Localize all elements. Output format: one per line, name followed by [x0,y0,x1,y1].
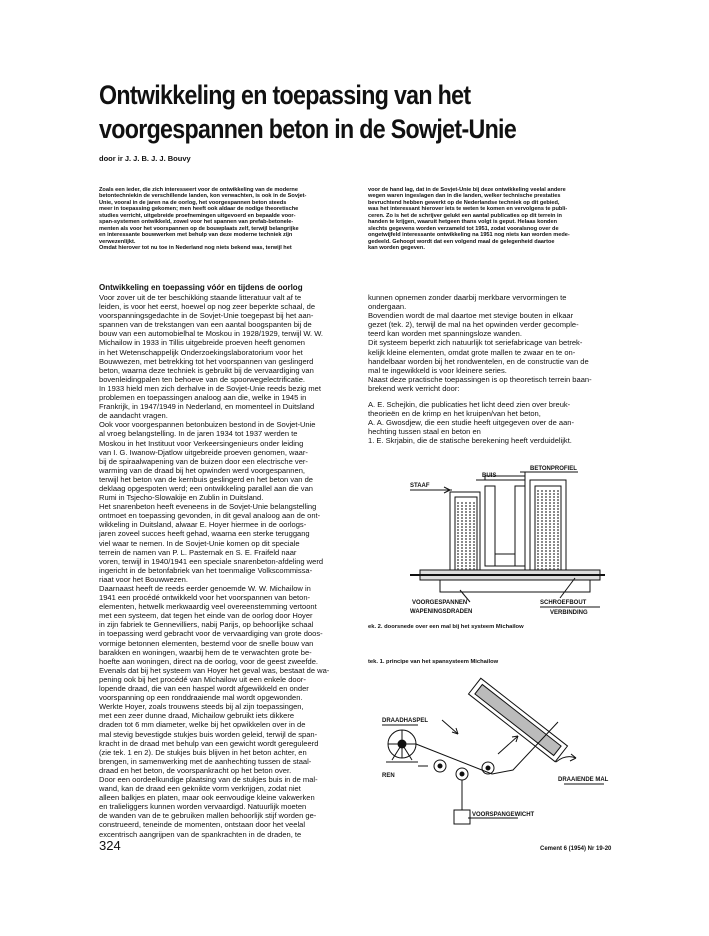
text-line: gezet (tek. 2), terwijl de mal na het opwinden verder gecomple- [368,320,579,330]
text-line: pening ook bij het procédé van Michailow uit een enkele door- [99,674,306,684]
text-line: meer in toepassing gekomen; men heeft ook aldaar de nodige theoretische [99,206,299,213]
text-line: elementen, hetwelk merkwaardig veel overeenstemming vertoont [99,602,317,612]
body-right-column-part-2 [368,375,611,393]
text-line: in toepassing werd gebracht voor de vervaardiging van grote doos- [99,629,323,639]
text-line: voor de hand lag, dat in de Sovjet-Unie bij deze ontwikkeling veelal andere [368,187,566,193]
text-line: Werkte Hoyer, zoals trouwens steeds bij al zijn toepassingen, [99,702,304,712]
text-line: in het Wetenschappelijk Onderzoekingslaboratorium voor het [99,347,303,357]
text-line: beton, waarna deze techniek is gebruikt bij de vervaardiging van [99,365,314,375]
text-line: barakken en woningen, waarbij hem de te verwachten grote be- [99,647,312,657]
text-line: al vroeg belangstelling. In de jaren 1934 tot 1937 werden te [99,429,298,439]
body-right-column-part-3 [368,400,611,445]
title-line-2: voorgespannen beton in de Sowjet-Unie [99,114,517,144]
body-right-column-part-1 [368,293,611,375]
text-line: Rumi in Tsjecho-Slowakije en Zublin in Duitsland. [99,493,264,503]
text-line: betontechniekin de verschillende landen, kon verwachten, is ook in de Sovjet- [99,193,307,200]
text-line: Omdat hierover tot nu toe in Nederland nog niets bekend was, terwijl het [99,245,292,252]
text-line: voorspanningsgedachte in de Sovjet-Unie toegepast bij het aan- [99,311,314,321]
text-line: Voor zover uit de ter beschikking staande litteratuur valt af te [99,293,302,302]
figure-2-caption: ek. 2. doorsnede over een mal bij het systeem Michailow [368,624,524,630]
text-line: riaat voor het Bouwwezen. [99,574,188,584]
text-line: ceren. Zo is het de schrijver gelukt een aantal publicaties op dit terrein in [368,212,562,219]
text-line: Bouwwezen, met betrekking tot het voorspannen van geslingerd [99,356,314,366]
text-line: voorspanning op een ronddraaiende mal wordt opgewonden. [99,693,303,703]
text-line: (zie tek. 1 en 2). De stukjes buis blijven in het beton achter, en [99,747,307,757]
label-wapeningsdraden: WAPENINGSDRADEN [410,609,473,615]
text-line: brekend werk verricht door: [368,384,460,394]
body-left-column [99,293,356,839]
text-line: handelbaar worden bij het rondwentelen, en de constructie van de [368,356,589,366]
text-line: ongetwijfeld interessante ontwikkeling na 1951 nog niets kan worden mede- [368,232,570,239]
label-voorgespannen: VOORGESPANNEN [412,600,468,606]
text-line: ontmoet en toepassing gevonden, in dit geval analoog aan de ont- [99,511,321,521]
title-line-1: Ontwikkeling en toepassing van het [99,80,471,110]
text-line: bevruchtend hebben gewerkt op de Nederlandse techniek op dit gebied, [368,199,560,206]
text-line: en tralieliggers kunnen worden vervaardigd. Natuurlijk moeten [99,802,307,812]
text-line: construeerd, teneinde de momenten, ontstaan door het veelal [99,820,305,830]
text-line: bouw van een automobielhal te Moskou in 1928/1929, terwijl W. W. [99,329,324,339]
text-line: Dit systeem beperkt zich natuurlijk tot seriefabricage van betrek- [368,338,583,348]
text-line: handen te krijgen, waaruit hetgeen thans volgt is geput. Helaas konden [368,219,557,226]
journal-reference: Cement 6 (1954) Nr 19-20 [540,846,612,852]
text-line: draad en het beton, de voorspankracht op het beton over. [99,765,292,775]
text-line: A. A. Gwosdjew, die een studie heeft uitgegeven over de aan- [368,418,574,428]
text-line: spannen van de trekstangen van een aantal boogspanten bij de [99,320,312,330]
text-line: menten als voor het voorspannen op de bouwplaats zelf, terwijl belangrijke [99,225,299,232]
text-line: mal stevig bevestigde stukjes buis worden geleid, terwijl de span- [99,729,318,739]
text-line: teerd kan worden met spanningsloze wanden. [368,329,522,339]
text-line: jaren zoveel succes heeft gehad, waarna een sterke teruggang [99,529,310,539]
label-buis: BUIS [482,473,497,479]
text-line: wegen waren ingeslagen dan in die landen, welker technische prestaties [368,193,561,200]
text-line: Naast deze practische toepassingen is op theoretisch terrein baan- [368,375,592,384]
page-number: 324 [99,838,121,853]
section-heading: Ontwikkeling en toepassing vóór en tijdens de oorlog [99,283,303,292]
text-line: en interessante bouwwerken met behulp van deze moderne techniek zijn [99,232,293,239]
text-line: problemen en toepassingen analoog aan die, welke in 1945 in [99,393,307,403]
text-line: van I. G. Iwanow-Djatlow uitgebreide proeven genomen, waar- [99,447,308,457]
text-line: bovenleidingpalen ten behoeve van de spoorwegelectrificatie. [99,374,306,384]
label-voorspangewicht: VOORSPANGEWICHT [472,812,535,818]
text-line: slechts gegevens worden verzameld tot 1951, zodat vooralsnog over de [368,225,559,232]
text-line: alleen balkjes en platen, maar ook eenvoudige kleine vakwerken [99,793,315,803]
text-line: voren, terwijl in 1940/1941 een speciale snarenbeton-afdeling werd [99,556,324,566]
label-staaf: STAAF [410,483,430,489]
text-line: studies verricht, uitgebreide proefnemingen uitgevoerd en bepaalde voor- [99,212,296,219]
text-line: kelijk kleine elementen, omdat grote mallen te zwaar en te on- [368,347,576,357]
text-line: verwezenlijkt. [99,238,136,245]
text-line: brengen, in samenwerking met de aanhechting tussen de staal- [99,756,312,766]
text-line: span-systemen ontwikkeld, zowel voor het spannen van prefab-betonele- [99,219,294,226]
text-line: kan worden gegeven. [368,245,425,252]
text-line: wand, kan de draad een geknikte vorm verkrijgen, zodat niet [99,784,301,794]
figure-spanning-principle [368,670,613,830]
text-line: vormige betonnen elementen, bestemd voor de snelle bouw van [99,638,314,648]
text-line: met een zeer dunne draad, Michailow gebruikt iets dikkere [99,711,295,721]
text-line: terrein de namen van P. L. Pasternak en S. E. Fraifeld naar [99,547,297,557]
text-line: bij de spiraalwapening van de buizen door een electrische ver- [99,456,308,466]
text-line: Ook voor voorgespannen betonbuizen bestond in de Sovjet-Unie [99,420,316,430]
article-title [99,78,517,146]
label-draaiende-mal: DRAAIENDE MAL [558,777,609,783]
text-line: Evenals dat bij het systeem van Hoyer het geval was, bestaat de wa- [99,665,330,675]
figure-1-caption: tek. 1. principe van het spansysteem Michailow [368,659,499,665]
intro-left-column [99,187,344,252]
label-ren: REN [382,773,395,779]
text-line: In 1933 hield men zich derhalve in de Sovjet-Unie reeds bezig met [99,383,321,393]
text-line: hechting tussen staal en beton en [368,427,481,437]
label-draadhaspel: DRAADHASPEL [382,718,429,724]
text-line: hoefte aan woningen, direct na de oorlog, voor de geest zweefde. [99,656,319,666]
text-line: 1. E. Skrjabin, die de statische berekening heeft verduidelijkt. [368,436,572,446]
text-line: de wanden van de te gebruiken mallen behoorlijk stijf worden ge- [99,811,317,821]
text-line: Zoals een ieder, die zich interesseert voor de ontwikkeling van de moderne [99,187,298,193]
text-line: mal te ingewikkeld is voor kleinere series. [368,365,507,375]
text-line: warming van de draad bij het opwinden werd voorgespannen, [99,465,305,475]
text-line: deklaag opgespoten werd; een ontwikkeling parallel aan die van [99,483,313,493]
text-line: lopende draad, die van een haspel wordt afgewikkeld en onder [99,684,309,694]
text-line: viel waar te nemen. In de Sovjet-Unie komen op dit speciale [99,538,300,548]
text-line: Het snarenbeton heeft eveneens in de Sovjet-Unie belangstelling [99,502,317,512]
label-betonprofiel: BETONPROFIEL [530,466,577,472]
text-line: de aandacht vragen. [99,411,168,421]
text-line: kunnen opnemen zonder daarbij merkbare vervormingen te [368,293,567,302]
text-line: wikkeling in Duitsland, alwaar E. Hoyer hiermee in de oorlogs- [99,520,307,530]
text-line: theorieën en de krimp en het kruipen/van het beton, [368,409,541,419]
text-line: ingericht in de betonfabriek van het toenmalige Volkscommissa- [99,565,313,575]
intro-right-column [368,187,613,252]
text-line: was het interessant hierover iets te weten te komen en vervolgens te publi- [368,206,568,213]
text-line: A. E. Schejkin, die publicaties het licht deed zien over breuk- [368,400,571,409]
text-line: gedeeld. Gehoopt wordt dat een volgend maal de gelegenheid daartoe [368,238,555,245]
text-line: Michailow in 1933 in Tillis uitgebreide proeven heeft genomen [99,338,305,348]
text-line: 1941 een procédé ontwikkeld voor het voorspannen van beton- [99,593,311,603]
figure-mould-cross-section [400,462,610,624]
text-line: Moskou in het Instituut voor Verkeersingenieurs onder leiding [99,438,304,448]
text-line: Door een oordeelkundige plaatsing van de stukjes buis in de mal- [99,774,318,784]
text-line: Bovendien wordt de mal daartoe met stevige bouten in elkaar [368,311,574,321]
text-line: ondergaan. [368,302,407,312]
text-line: Frankrijk, in 1947/1949 in Nederland, en momenteel in Duitsland [99,402,315,412]
text-line: in zijn fabriek te Gennevilliers, nabij Parijs, op behoorlijke schaal [99,620,314,630]
text-line: excentrisch aangrijpen van de spankrachten in de draden, te [99,829,302,839]
text-line: terwijl het beton van de kernbuis geslingerd en het beton van de [99,474,313,484]
text-line: draden tot 6 mm diameter, welke bij het opwikkelen over in de [99,720,306,730]
label-schroefbout: SCHROEFBOUT [540,600,587,606]
text-line: met een systeem, dat tegen het einde van de oorlog door Hoyer [99,611,313,621]
text-line: kracht in de draad met behulp van een gewicht wordt gereguleerd [99,738,319,748]
text-line: leiden, is voor het eerst, hoewel op nog zeer beperkte schaal, de [99,302,316,312]
byline: door ir J. J. B. J. J. Bouvy [99,154,191,163]
text-line: Unie, vooral in de jaren na de oorlog, het voorgespannen beton steeds [99,199,287,206]
label-verbinding: VERBINDING [550,610,588,616]
text-line: Daarnaast heeft de reeds eerder genoemde W. W. Michailow in [99,584,311,593]
